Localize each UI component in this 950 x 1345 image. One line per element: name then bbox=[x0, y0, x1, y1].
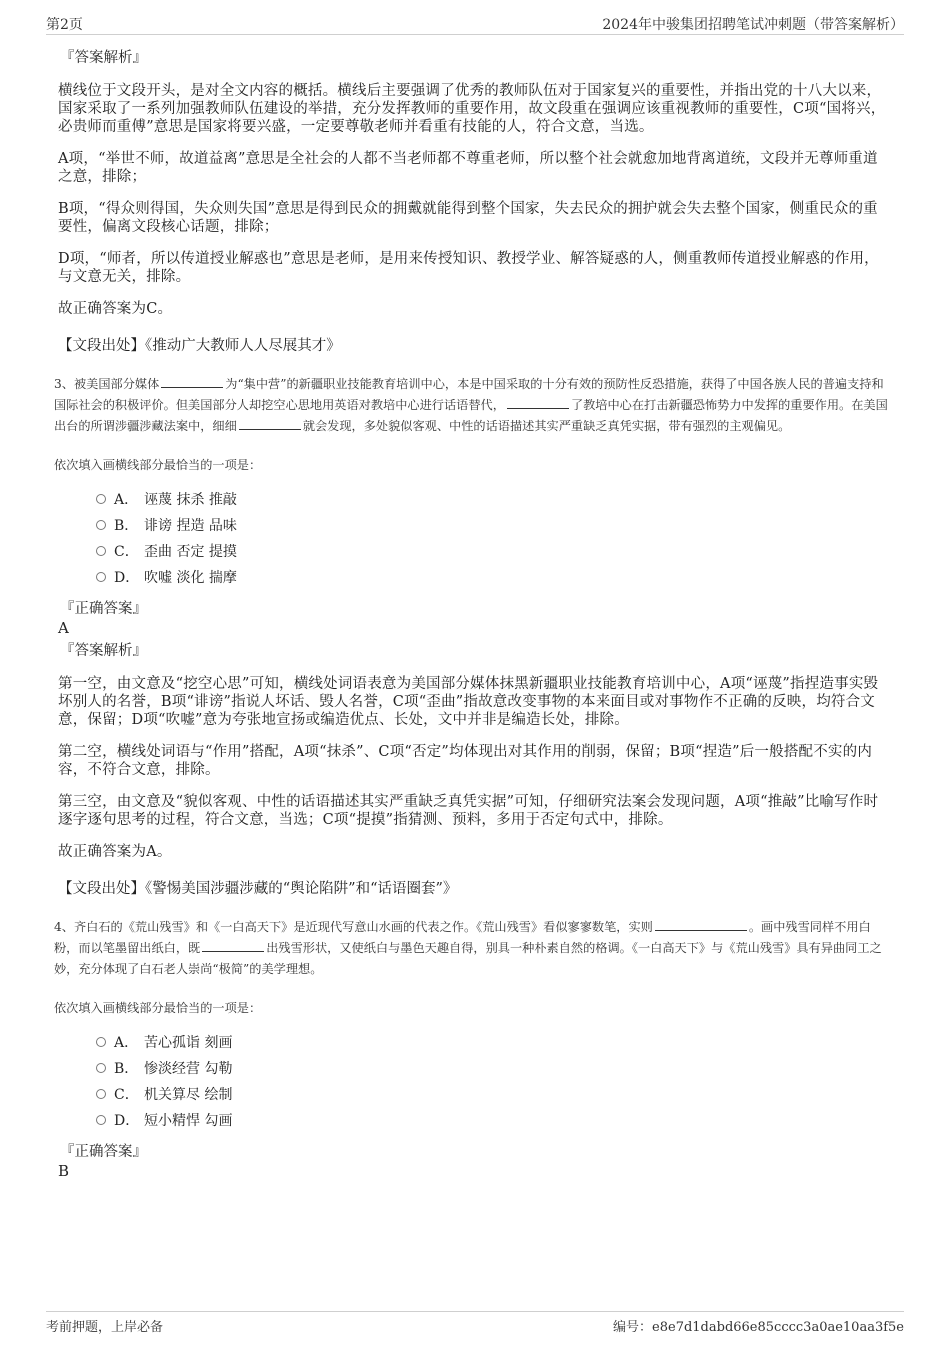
q3-conclusion: 故正确答案为A。 bbox=[58, 844, 172, 860]
q3-analysis-para-2: 第二空，横线处词语与“作用”搭配，A项“抹杀”、C项“否定”均体现出对其作用的削弱，保留；B项“捏造”后一般搭配不实的内容，不符合文意，排除。 bbox=[58, 744, 873, 778]
q3-analysis-para-1: 第一空，由文意及“挖空心思”可知，横线处词语表意为美国部分媒体抹黑新疆职业技能教育培训中心，A项“诬蔑”指捏造事实毁坏别人的名誉，B项“诽谤”指说人坏话、毁人名誉，C项“歪曲”指故意改变事物的本来面目或对事物作不正确的反映，均符合文意，保留；D项“吹嘘”意为夸张地宣扬或编造优点、长处，文中并非是编造长处，排除。 bbox=[58, 676, 879, 728]
q4-question-text: 4、齐白石的《荒山残雪》和《一白高天下》是近现代写意山水画的代表之作。《荒山残雪》看似寥寥数笔，实则 。画中残雪同样不用白粉，而以笔墨留出纸白，既 出残雪形状，又使纸白与墨色天趣自得，别具一种朴素自然的格调。《一白高天下》与《荒山残雪》具有异曲同工之妙，充分体现了白石老人崇尚“极简”的美学理想。 bbox=[54, 920, 882, 976]
radio-icon[interactable] bbox=[96, 546, 106, 556]
radio-icon[interactable] bbox=[96, 520, 106, 530]
radio-icon[interactable] bbox=[96, 1089, 106, 1099]
radio-icon[interactable] bbox=[96, 1037, 106, 1047]
q3-options bbox=[96, 487, 892, 591]
q2-analysis-para-1: 横线位于文段开头，是对全文内容的概括。横线后主要强调了优秀的教师队伍对于国家复兴的重要性，并指出党的十八大以来，国家采取了一系列加强教师队伍建设的举措，充分发挥教师的重要作用，故文段重在强调应该重视教师的重要性，C项“国将兴，必贵师而重傅”意思是国家将要兴盛，一定要尊敬老师并看重有技能的人，符合文意，当选。 bbox=[58, 83, 886, 135]
q4-options bbox=[96, 1030, 892, 1134]
q3-option-b[interactable]: B． 诽谤 捏造 品味 bbox=[96, 513, 892, 539]
q3-blank-2 bbox=[507, 396, 569, 409]
q3-instruction: 依次填入画横线部分最恰当的一项是： bbox=[54, 458, 262, 472]
q2-conclusion: 故正确答案为C。 bbox=[58, 301, 173, 317]
q4-answer: B bbox=[58, 1162, 70, 1180]
q4-instruction: 依次填入画横线部分最恰当的一项是： bbox=[54, 1001, 262, 1015]
q3-analysis-para-3: 第三空，由文意及“貌似客观、中性的话语描述其实严重缺乏真凭实据”可知，仔细研究法案会发现问题，A项“推敲”比喻写作时逐字逐句思考的过程，符合文意，当选；C项“提摸”指猜测、预料，多用于否定句式中，排除。 bbox=[58, 794, 879, 828]
q2-source: 【文段出处】《推动广大教师人人尽展其才》 bbox=[58, 338, 341, 354]
document-id: 编号：e8e7d1dabd66e85cccc3a0ae10aa3f5e bbox=[613, 1320, 904, 1335]
q4-blank-1 bbox=[655, 918, 747, 931]
page-footer bbox=[46, 1311, 904, 1338]
page-number: 第2页 bbox=[46, 17, 83, 33]
q3-option-a[interactable]: A． 诬蔑 抹杀 推敲 bbox=[96, 487, 892, 513]
q4-blank-2 bbox=[202, 939, 264, 952]
radio-icon[interactable] bbox=[96, 572, 106, 582]
radio-icon[interactable] bbox=[96, 1063, 106, 1073]
page-content bbox=[54, 40, 892, 1180]
q3-blank-1 bbox=[161, 375, 223, 388]
q2-analysis-para-4: D项，“师者，所以传道授业解惑也”意思是老师，是用来传授知识、教授学业、解答疑惑的人，侧重教师传道授业解惑的作用，与文意无关，排除。 bbox=[58, 251, 879, 285]
document-title: 2024年中骏集团招聘笔试冲刺题（带答案解析） bbox=[602, 17, 904, 33]
q4-answer-label: 『正确答案』 bbox=[60, 1144, 147, 1160]
q3-option-c[interactable]: C． 歪曲 否定 提摸 bbox=[96, 539, 892, 565]
q3-analysis-label: 『答案解析』 bbox=[60, 643, 147, 659]
q3-question-text: 3、被美国部分媒体 为“集中营”的新疆职业技能教育培训中心，本是中国采取的十分有效的预防性反恐措施，获得了中国各族人民的普遍支持和国际社会的积极评价。但美国部分人却挖空心思地用英语对教培中心进行话语替代， 了教培中心在打击新疆恐怖势力中发挥的重要作用。在美国出台的所谓涉疆涉藏法案中，细细 就会发现，多处貌似客观、中性的话语描述其实严重缺乏真凭实据，带有强烈的主观偏见。 bbox=[54, 377, 888, 433]
q3-source: 【文段出处】《警惕美国涉疆涉藏的“舆论陷阱”和“话语圈套”》 bbox=[58, 881, 458, 897]
radio-icon[interactable] bbox=[96, 1115, 106, 1125]
q2-analysis-para-2: A项，“举世不师，故道益离”意思是全社会的人都不当老师都不尊重老师，所以整个社会就愈加地背离道统，文段并无尊师重道之意，排除； bbox=[58, 151, 878, 185]
q3-answer-label: 『正确答案』 bbox=[60, 601, 147, 617]
radio-icon[interactable] bbox=[96, 494, 106, 504]
q4-option-c[interactable]: C． 机关算尽 绘制 bbox=[96, 1082, 892, 1108]
page-header bbox=[46, 10, 904, 35]
q2-analysis-para-3: B项，“得众则得国，失众则失国”意思是得到民众的拥戴就能得到整个国家，失去民众的拥护就会失去整个国家，侧重民众的重要性，偏离文段核心话题，排除； bbox=[58, 201, 878, 235]
footer-slogan: 考前押题，上岸必备 bbox=[46, 1320, 164, 1335]
q2-analysis-label: 『答案解析』 bbox=[60, 50, 147, 66]
q3-blank-3 bbox=[239, 417, 301, 430]
q4-option-d[interactable]: D． 短小精悍 勾画 bbox=[96, 1108, 892, 1134]
q3-option-d[interactable]: D． 吹嘘 淡化 揣摩 bbox=[96, 565, 892, 591]
q3-answer: A bbox=[58, 619, 69, 637]
q4-option-b[interactable]: B． 惨淡经营 勾勒 bbox=[96, 1056, 892, 1082]
q4-option-a[interactable]: A． 苦心孤诣 刻画 bbox=[96, 1030, 892, 1056]
